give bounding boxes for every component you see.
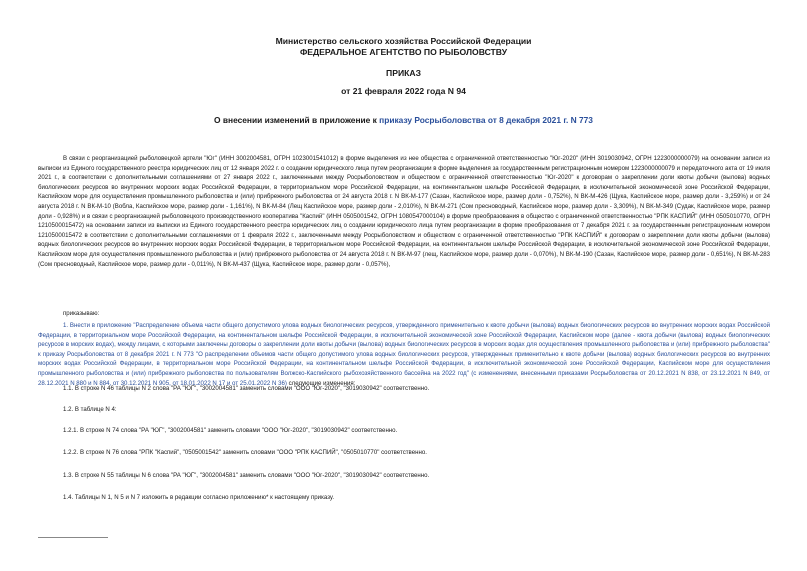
item-1-paragraph (38, 321, 770, 388)
item-1-3: 1.3. В строке N 55 таблицы N 6 слова "РА "ЮГ", "3002004581" заменить словами "ООО "Юг-2020", "3019030942" соответственно. (63, 472, 430, 479)
agency-heading: ФЕДЕРАЛЬНОЕ АГЕНТСТВО ПО РЫБОЛОВСТВУ (299, 47, 508, 57)
date-number-heading: от 21 февраля 2022 года N 94 (341, 86, 466, 96)
footnote-divider (38, 537, 108, 538)
title-prefix: О внесении изменений в приложение к (214, 115, 380, 125)
item-1-4: 1.4. Таблицы N 1, N 5 и N 7 изложить в редакции согласно приложению* к настоящему приказу. (63, 494, 335, 501)
prikazyvayu-label: приказываю: (63, 310, 100, 317)
item-1-2-1: 1.2.1. В строке N 74 слова "РА "ЮГ", "3002004581" заменить словами "ООО "Юг-2020", "3019030942" соответственно. (63, 427, 398, 434)
item-1-2-2: 1.2.2. В строке N 76 слова "РПК "Каспий", "0505001542" заменить словами "ООО "РПК КАСПИЙ", "0505010770" соответственно. (63, 449, 427, 456)
title-order-link[interactable]: приказу Росрыболовства от 8 декабря 2021 г. N 773 (379, 115, 593, 125)
preamble-paragraph: В связи с реорганизацией рыболовецкой артели "Юг" (ИНН 3002004581, ОГРН 1023001541012) в форме выделения из нее общества с ограниченной ответственностью "Юг-2020" (ИНН 3019030942, ОГРН 1223000000079) на основании записи из выписки из Единого государственного реестра юридических лиц от 12 января 2022 г. о создании юридического лица путем реорганизации в форме выделения за государственным регистрационным номером 1223000000079 и передаточного акта от 19 июля 2021 г., в соответствии с дополнительными соглашениями от 27 января 2022 г., заключенными между Росрыболовством и обществом с ограниченной ответственностью "Юг-2020" к договорам о закреплении доли квоты добычи (вылова) водных биологических ресурсов во внутренних морских водах Российской Федерации, в территориальном море Российской Федерации, на континентальном шельфе Российской Федерации, в исключительной экономической зоне Российской Федерации, Каспийском море для осуществления промышленного рыболовства и (или) прибрежного рыболовства от 24 августа 2018 г. N ВК-М-177 (Сазан, Каспийское море, размер доли - 0,752%), N ВК-М-426 (Щука, Каспийское море, размер доли - 3,259%) и от 24 августа 2018 г. N ВК-М-10 (Вобла, Каспийское море, размер доли - 1,161%), N ВК-М-84 (Лещ Каспийское море, размер доли - 2,010%), N ВК-М-271 (Сом пресноводный, Каспийское море, размер доли - 3,309%), N ВК-М-349 (Судак, Каспийское море, размер доли - 0,928%) и в связи с реорганизацией рыболовецкого производственного кооператива "Каспий" (ИНН 0505001542, ОГРН 1080547000104) в форме преобразования в общество с ограниченной ответственностью "РПК КАСПИЙ" (ИНН 0505010770, ОГРН 1210500015472) на основании записи из выписки из Единого государственного реестра юридических лиц о создании юридического лица путем реорганизации в форме преобразования от 7 декабря 2021 г. за государственным регистрационным номером 1210500015472 в соответствии с дополнительными соглашениями от 1 февраля 2022 г., заключенными между Росрыболовством и обществом с ограниченной ответственностью "РПК КАСПИЙ" к договорам о закреплении доли квоты добычи (вылова) водных биологических ресурсов во внутренних морских водах Российской Федерации, в территориальном море Российской Федерации, на континентальном шельфе Российской Федерации, в исключительной экономической зоне Российской Федерации, Каспийском море для осуществления промышленного рыболовства и (или) прибрежного рыболовства от 24 августа 2018 г. N ВК-М-97 (лещ, Каспийское море, размер доли - 0,070%), N ВК-М-190 (Сазан, Каспийское море, размер доли - 0,651%), N ВК-М-283 (Сом пресноводный, Каспийское море, размер доли - 0,011%), N ВК-М-437 (Щука, Каспийское море, размер доли - 0,057%), (38, 155, 770, 268)
item-1-2: 1.2. В таблице N 4: (63, 406, 117, 413)
document-title (0, 115, 807, 126)
doc-type-heading: ПРИКАЗ (386, 68, 421, 78)
item-1-link-text[interactable]: 1. Внести в приложение "Распределение объема части общего допустимого улова водных биологических ресурсов, утвержденного применительно к квоте добычи (вылова) водных биологических ресурсов во внутренних морских водах Российской Федерации, в территориальном море Российской Федерации, на континентальном шельфе Российской Федерации, в исключительной экономической зоне Российской Федерации, Каспийском море (далее - квота добычи (вылова) водных биологических ресурсов в морских водах), между лицами, с которыми заключены договоры о закреплении доли квоты добычи (вылова) водных биологических ресурсов в морских водах для осуществления промышленного рыболовства и (или) прибрежного рыболовства" к приказу Росрыболовства от 8 декабря 2021 г. N 773 "О распределении объемов части общего допустимого улова водных биологических ресурсов, утвержденных применительно к квоте добычи (вылова) водных биологических ресурсов во внутренних морских водах Российской Федерации, в территориальном море Российской Федерации, на континентальном шельфе Российской Федерации, в исключительной экономической зоне Российской Федерации, Каспийском море для осуществления промышленного рыболовства и (или) прибрежного рыболовства по пользователям Волжско-Каспийского рыбохозяйственного бассейна на 2022 год" (с изменениями, внесенными приказами Росрыболовства от 20.12.2021 N 838, от 23.12.2021 N 849, от 28.12.2021 N 880 и N 884, от 30.12.2021 N 905, от 18.01.2022 N 17 и от 25.01.2022 N 36) (38, 322, 770, 387)
ministry-heading: Министерство сельского хозяйства Российской Федерации (275, 36, 532, 46)
item-1-1: 1.1. В строке N 46 таблицы N 2 слова "РА "ЮГ", "3002004581" заменить словами "ООО "Юг-2020", "3019030942" соответственно. (63, 385, 430, 392)
item-1-suffix: следующие изменения: (286, 379, 356, 387)
